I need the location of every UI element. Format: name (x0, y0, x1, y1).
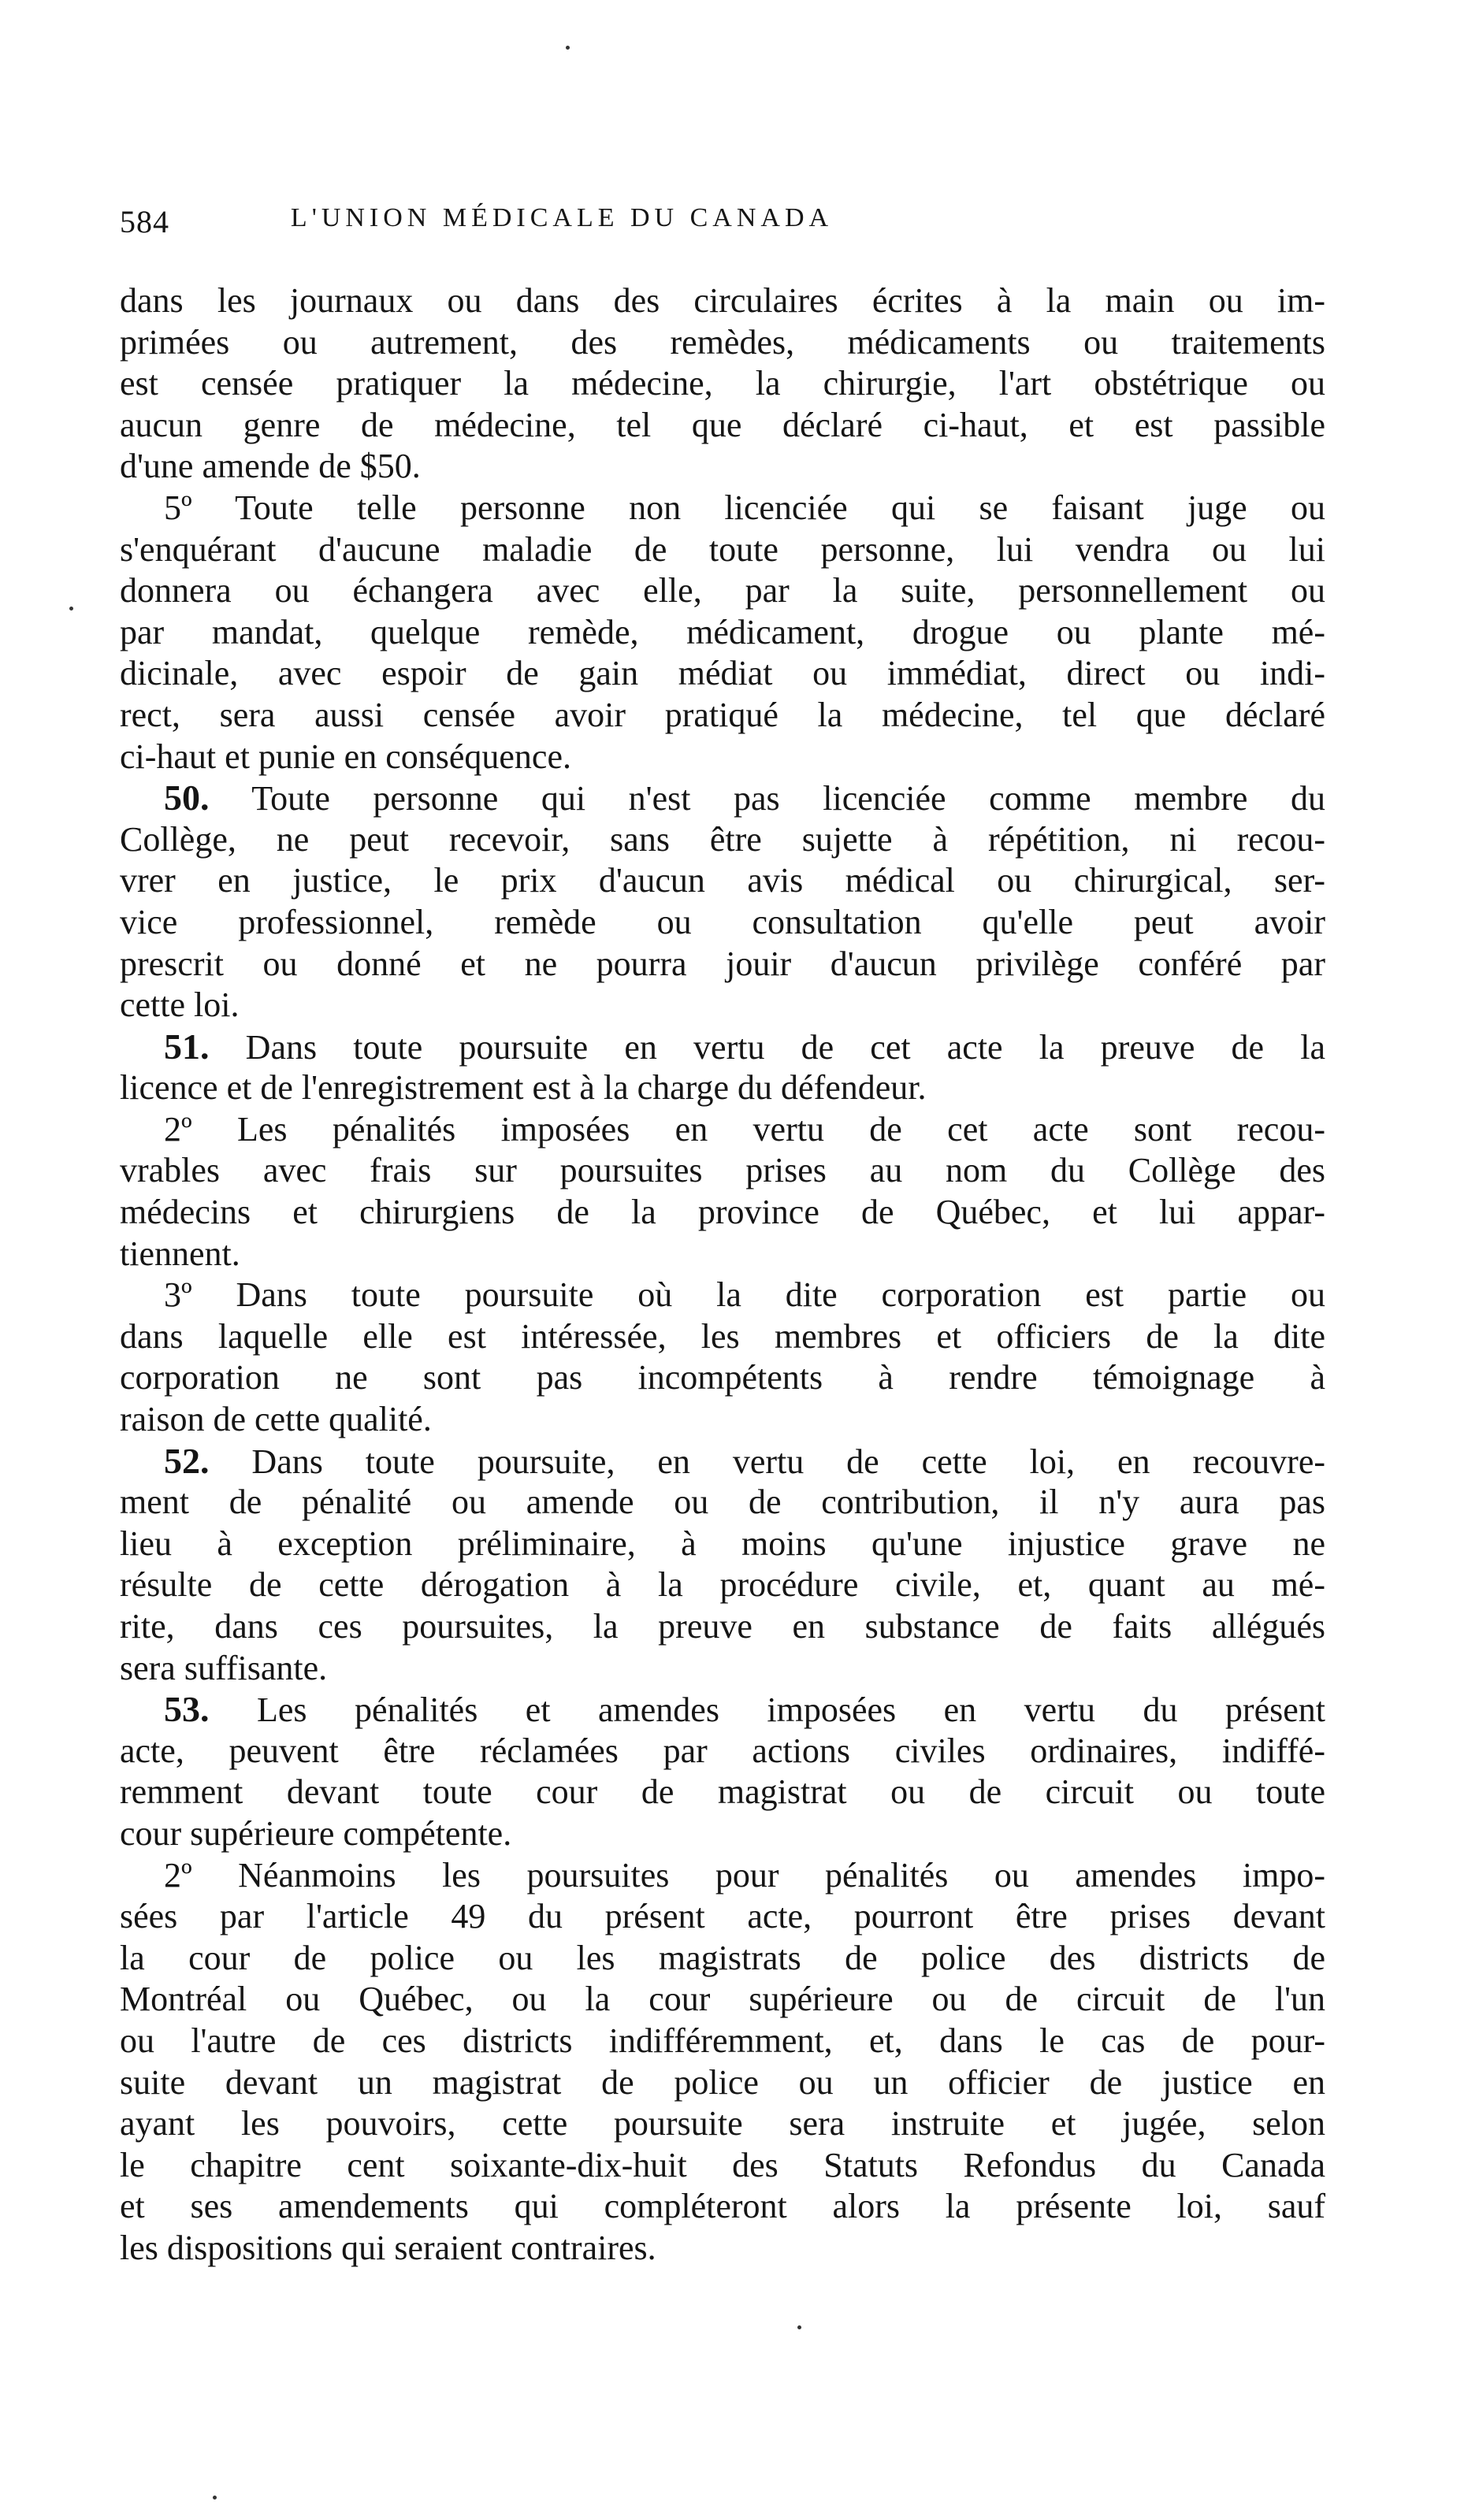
line-text: primées ou autrement, des remèdes, médicaments ou traitements (120, 322, 1325, 362)
text-line (120, 860, 1325, 902)
line-text: Montréal ou Québec, ou la cour supérieure ou de circuit de l'un (120, 1980, 1325, 2019)
text-line (120, 1357, 1325, 1399)
text-line (120, 1855, 1325, 1897)
text-line (120, 1150, 1325, 1192)
text-line (120, 2103, 1325, 2145)
text-line (120, 2145, 1325, 2187)
line-text: tiennent. (120, 1234, 240, 1273)
line-text: acte, peuvent être réclamées par actions civiles ordinaires, indiffé- (120, 1731, 1325, 1770)
text-line (120, 612, 1325, 654)
text-line (120, 737, 1325, 778)
text-line (120, 446, 1325, 488)
line-text: Les pénalités et amendes imposées en vertu du présent (209, 1691, 1325, 1730)
line-text: Collège, ne peut recevoir, sans être sujette à répétition, ni recou- (120, 819, 1325, 859)
line-text: par mandat, quelque remède, médicament, drogue ou plante mé- (120, 612, 1325, 651)
line-text: ment de pénalité ou amende ou de contribution, il n'y aura pas (120, 1483, 1325, 1522)
running-head: L'UNION MÉDICALE DU CANADA (290, 203, 834, 232)
line-text: s'enquérant d'aucune maladie de toute personne, lui vendra ou lui (120, 529, 1325, 569)
line-text: dans laquelle elle est intéressée, les membres et officiers de la dite (120, 1316, 1325, 1356)
text-line (120, 1399, 1325, 1441)
line-text: rect, sera aussi censée avoir pratiqué la médecine, tel que déclaré (120, 695, 1325, 734)
text-line (120, 2062, 1325, 2104)
text-line (120, 1234, 1325, 1275)
text-line (120, 1067, 1325, 1109)
line-text: ou l'autre de ces districts indifféremment, et, dans le cas de pour- (120, 2021, 1325, 2060)
print-speck (566, 46, 570, 50)
text-line (120, 778, 1325, 819)
line-text: cette loi. (120, 985, 240, 1025)
text-line (120, 695, 1325, 737)
line-text: Toute personne qui n'est pas licenciée comme membre du (209, 779, 1325, 818)
article-number: 53. (164, 1689, 210, 1730)
line-text: 3º Dans toute poursuite où la dite corporation est partie ou (164, 1275, 1325, 1315)
text-line (120, 405, 1325, 447)
line-text: corporation ne sont pas incompétents à rendre témoignage à (120, 1358, 1325, 1397)
article-number: 51. (164, 1026, 210, 1067)
text-line (120, 529, 1325, 571)
text-line (120, 570, 1325, 612)
line-text: sées par l'article 49 du présent acte, pourront être prises devant (120, 1897, 1325, 1936)
print-speck (213, 2496, 217, 2500)
text-line (120, 902, 1325, 944)
text-line (120, 985, 1325, 1026)
line-text: 2º Néanmoins les poursuites pour pénalités ou amendes impo- (164, 1855, 1325, 1895)
text-line (120, 1979, 1325, 2021)
line-text: aucun genre de médecine, tel que déclaré ci-haut, et est passible (120, 405, 1325, 444)
text-line (120, 1316, 1325, 1358)
text-line (120, 1689, 1325, 1731)
line-text: est censée pratiquer la médecine, la chirurgie, l'art obstétrique ou (120, 364, 1325, 403)
text-line (120, 1896, 1325, 1938)
text-line (120, 1192, 1325, 1234)
text-line (120, 1938, 1325, 1980)
line-text: 2º Les pénalités imposées en vertu de cet acte sont recou- (164, 1109, 1325, 1149)
line-text: lieu à exception préliminaire, à moins qu'une injustice grave ne (120, 1524, 1325, 1563)
text-line (120, 488, 1325, 529)
text-line (120, 819, 1325, 861)
text-line (120, 1648, 1325, 1690)
line-text: médecins et chirurgiens de la province de Québec, et lui appar- (120, 1193, 1325, 1232)
text-line (120, 1731, 1325, 1772)
line-text: et ses amendements qui compléteront alors la présente loi, sauf (120, 2187, 1325, 2226)
line-text: vrables avec frais sur poursuites prises au nom du Collège des (120, 1151, 1325, 1190)
text-line (120, 653, 1325, 695)
line-text: sera suffisante. (120, 1648, 328, 1687)
line-text: la cour de police ou les magistrats de police des districts de (120, 1938, 1325, 1977)
line-text: dans les journaux ou dans des circulaires écrites à la main ou im- (120, 281, 1325, 320)
text-line (120, 322, 1325, 364)
line-text: suite devant un magistrat de police ou un officier de justice en (120, 2062, 1325, 2102)
text-line (120, 363, 1325, 405)
line-text: raison de cette qualité. (120, 1400, 432, 1439)
line-text: cour supérieure compétente. (120, 1813, 512, 1853)
text-line (120, 1482, 1325, 1524)
line-text: remment devant toute cour de magistrat ou de circuit ou toute (120, 1772, 1325, 1812)
text-line (120, 1772, 1325, 1813)
line-text: vrer en justice, le prix d'aucun avis médical ou chirurgical, ser- (120, 861, 1325, 900)
line-text: ci-haut et punie en conséquence. (120, 737, 571, 776)
print-speck (69, 607, 73, 611)
line-text: prescrit ou donné et ne pourra jouir d'aucun privilège conféré par (120, 944, 1325, 983)
body-text (120, 280, 1325, 2269)
line-text: vice professionnel, remède ou consultation qu'elle peut avoir (120, 902, 1325, 941)
line-text: 5º Toute telle personne non licenciée qui se faisant juge ou (164, 488, 1325, 527)
line-text: résulte de cette dérogation à la procédure civile, et, quant au mé- (120, 1565, 1325, 1605)
article-number: 52. (164, 1440, 210, 1481)
text-line (120, 1275, 1325, 1316)
line-text: dicinale, avec espoir de gain médiat ou immédiat, direct ou indi- (120, 654, 1325, 693)
text-line (120, 1813, 1325, 1855)
line-text: licence et de l'enregistrement est à la charge du défendeur. (120, 1068, 927, 1108)
text-line (120, 1441, 1325, 1483)
print-speck (797, 2325, 801, 2329)
page-header (120, 203, 1004, 251)
text-line (120, 280, 1325, 322)
line-text: le chapitre cent soixante-dix-huit des Statuts Refondus du Canada (120, 2145, 1325, 2184)
article-number: 50. (164, 778, 210, 818)
text-line (120, 1524, 1325, 1565)
page-number: 584 (120, 204, 169, 239)
line-text: Dans toute poursuite en vertu de cet acte la preuve de la (209, 1027, 1325, 1067)
text-line (120, 2186, 1325, 2228)
text-line (120, 2021, 1325, 2062)
line-text: donnera ou échangera avec elle, par la suite, personnellement ou (120, 571, 1325, 611)
text-line (120, 944, 1325, 985)
line-text: les dispositions qui seraient contraires. (120, 2228, 656, 2267)
text-line (120, 1026, 1325, 1068)
line-text: d'une amende de $50. (120, 447, 421, 486)
text-line (120, 2228, 1325, 2269)
line-text: ayant les pouvoirs, cette poursuite sera instruite et jugée, selon (120, 2104, 1325, 2143)
line-text: Dans toute poursuite, en vertu de cette loi, en recouvre- (209, 1442, 1325, 1481)
text-line (120, 1564, 1325, 1606)
text-line (120, 1109, 1325, 1151)
text-line (120, 1606, 1325, 1648)
line-text: rite, dans ces poursuites, la preuve en substance de faits allégués (120, 1607, 1325, 1646)
